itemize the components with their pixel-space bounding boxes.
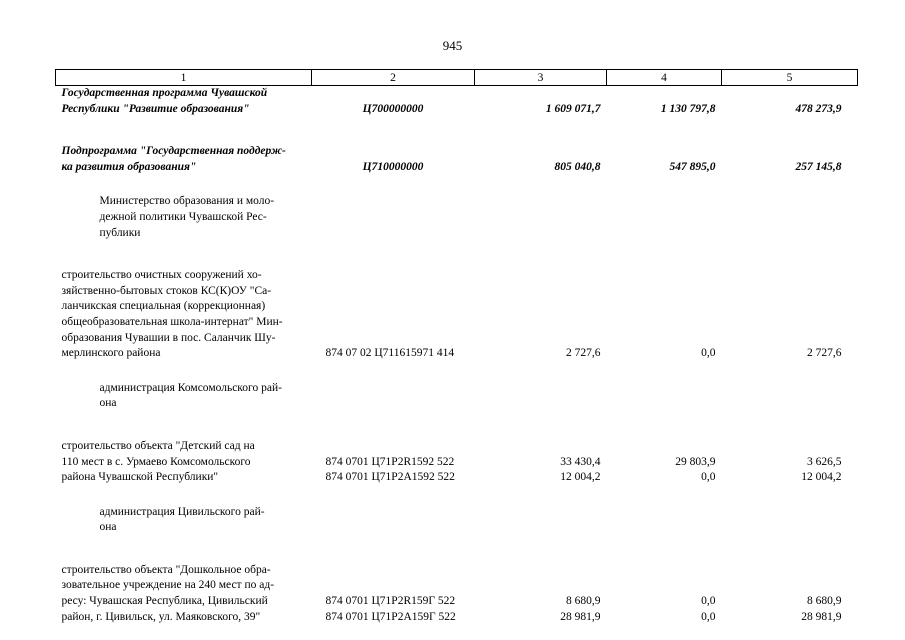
program-value-5: 478 273,9: [795, 102, 842, 115]
admin-name-tsivilsky: администрация Цивильского рай- она: [99, 505, 265, 534]
program-code: Ц700000000: [362, 102, 424, 115]
object-values-3-kindergarten-urmaevo: 33 430,4 12 004,2: [560, 455, 601, 484]
program-row: [56, 86, 858, 118]
program-value-3: 1 609 071,7: [545, 102, 601, 115]
col-header-1: 1: [56, 70, 312, 86]
admin-name-komsomolsky: администрация Комсомольского рай- она: [99, 381, 282, 410]
object-row-sewage: [56, 268, 858, 362]
object-codes-preschool-tsivilsk: 874 0701 Ц71P2R159Г 522 874 0701 Ц71P2A159Г 522: [325, 595, 456, 623]
program-value-4: 1 130 797,8: [660, 102, 716, 115]
object-value-4-sewage: 0,0: [701, 347, 716, 360]
object-values-4-preschool-tsivilsk: 0,0 0,0: [701, 595, 716, 623]
object-name-sewage: строительство очистных сооружений хо- зяйственно-бытовых стоков КС(К)ОУ "Са- ланчикская специальная (коррекционная) общеобразовательная школа-интернат" Мин- образования Чувашии в пос. Саланчик Шу- мерлинского района: [61, 269, 283, 360]
column-number-header: [56, 70, 858, 86]
budget-table: [55, 69, 858, 625]
admin-row-tsivilsky: [56, 505, 858, 536]
object-codes-kindergarten-urmaevo: 874 0701 Ц71P2R1592 522 874 0701 Ц71P2A1592 522: [325, 455, 455, 484]
object-row-kindergarten-urmaevo: [56, 439, 858, 486]
object-code-sewage: 874 07 02 Ц711615971 414: [325, 347, 455, 360]
subprogram-value-4: 547 895,0: [669, 160, 716, 173]
col-header-2: 2: [312, 70, 475, 86]
admin-row-komsomolsky: [56, 381, 858, 412]
col-header-4: 4: [607, 70, 722, 86]
object-row-preschool-tsivilsk: [56, 563, 858, 625]
object-values-5-preschool-tsivilsk: 8 680,9 28 981,9: [801, 595, 842, 623]
subprogram-value-5: 257 145,8: [795, 160, 842, 173]
subprogram-name: Подпрограмма "Государственная поддерж- ка развития образования": [61, 145, 286, 173]
object-value-5-sewage: 2 727,6: [807, 347, 842, 360]
subprogram-row: [56, 144, 858, 175]
object-name-preschool-tsivilsk: строительство объекта "Дошкольное обра- зовательное учреждение на 240 мест по ад- ресу: Чувашская Республика, Цивильский район, г. Цивильск, ул. Маяковского, 39": [61, 563, 275, 623]
object-value-3-sewage: 2 727,6: [566, 347, 601, 360]
col-header-5: 5: [722, 70, 858, 86]
col-header-3: 3: [475, 70, 607, 86]
subprogram-value-3: 805 040,8: [554, 160, 601, 173]
object-values-4-kindergarten-urmaevo: 29 803,9 0,0: [675, 455, 716, 484]
object-values-5-kindergarten-urmaevo: 3 626,5 12 004,2: [801, 455, 842, 484]
ministry-row: [56, 194, 858, 241]
subprogram-code: Ц710000000: [362, 160, 424, 173]
object-values-3-preschool-tsivilsk: 8 680,9 28 981,9: [560, 595, 601, 623]
program-name: Государственная программа Чувашской Республики "Развитие образования": [61, 87, 268, 115]
page-number: 945: [442, 38, 463, 53]
ministry-name: Министерство образования и моло- дежной политики Чувашской Рес- публики: [99, 195, 275, 239]
object-name-kindergarten-urmaevo: строительство объекта "Детский сад на 110 мест в с. Урмаево Комсомольского района Чувашской Республики": [61, 439, 255, 484]
